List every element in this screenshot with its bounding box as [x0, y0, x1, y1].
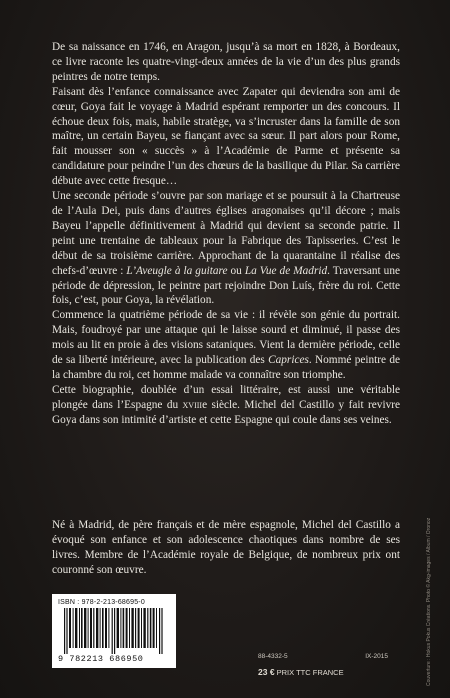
cover-credits: Couverture : Hokus Pokus Créations. Photo © Akg-images / Album / Oronoz: [426, 517, 432, 686]
isbn-number: ISBN : 978-2-213-68695-0: [58, 599, 145, 606]
blurb-paragraph-2: Faisant dès l’enfance connaissance avec Zapater qui deviendra son ami de cœur, Goya fait le voyage à Madrid espérant remporter un des concours. Il échoue deux fois, mais, habile stratège, va s’incruster dans la famille de son maître, un certain Bayeu, se fiançant avec sa sœur. Il part alors pour Rome, fait mousser son « succès » à l’Académie de Parme et présente sa candidature pour peindre l’un des chœurs de la basilique du Pilar. Sa carrière débute avec cette fresque…: [52, 85, 400, 188]
price-label: PRIX TTC FRANCE: [276, 668, 344, 677]
blurb-paragraph-4: [52, 308, 400, 383]
work-title-aveugle: L’Aveugle à la guitare: [126, 264, 228, 277]
author-bio-text: Né à Madrid, de père français et de mère espagnole, Michel del Castillo a évoqué son enfance et son adolescence chaotiques dans nombre de ses livres. Membre de l’Académie royale de Belgique, de nombreux prix ont couronné son œuvre.: [52, 519, 400, 576]
blurb-p4-part-a: Commence la quatrième période de sa vie : il révèle son génie du portrait. Mais, foudroyé par une attaque qui le laisse sourd et diminué, il passe des mois au lit en proie à des visions sataniques. Vient la dernière période, celle de sa liberté intérieure, avec la publication des: [52, 309, 400, 367]
blurb-p3-part-b: . Traversant une période de dépression, le peintre part rejoindre Don Luís, frère du roi. Cette fois, c’est, pour Goya, la révélation.: [52, 264, 400, 307]
product-code: 88-4332-5: [258, 653, 288, 660]
blurb-p3-ou: ou: [227, 264, 245, 277]
century-numeral: xviii: [182, 398, 203, 411]
barcode-digits: 9 782213 686950: [58, 654, 144, 664]
blurb-p5-part-b: e siècle. Michel del Castillo y fait revivre Goya dans son intimité d’artiste et cette Espagne qui coule dans ses veines.: [52, 398, 401, 426]
edition-codes: [258, 653, 418, 660]
blurb-text: [52, 40, 400, 428]
barcode-label: [52, 594, 176, 668]
blurb-p4-part-b: . Nommé peintre de la chambre du roi, cet homme malade va connaître son triomphe.: [52, 354, 401, 381]
blurb-paragraph-5: [52, 383, 400, 428]
blurb-p3-part-a: Une seconde période s’ouvre par son mariage et se poursuit à la Chartreuse de l’Aula Dei, puis dans d’autres églises aragonaises qu’il décore ; mais Bayeu l’appelle définitivement à Madrid qui devient sa seconde patrie. Il peint une trentaine de tableaux pour la Fabrique des Tapisseries. C’est le début de sa troisième carrière. Approchant de la quarantaine il réalise des chefs-d’œuvre :: [52, 190, 400, 277]
blurb-paragraph-3: [52, 189, 400, 308]
print-date: IX-2015: [365, 653, 388, 660]
blurb-p5-part-a: Cette biographie, doublée d’un essai littéraire, est aussi une véritable plongée dans l’Espagne du: [52, 383, 400, 411]
price-amount: 23 €: [258, 667, 275, 677]
blurb-paragraph-1: De sa naissance en 1746, en Aragon, jusqu’à sa mort en 1828, à Bordeaux, ce livre raconte les quatre-vingt-deux années de la vie d’un des plus grands peintres de notre temps.: [52, 41, 400, 83]
work-title-caprices: Caprices: [268, 354, 309, 367]
author-bio: [52, 518, 400, 578]
work-title-vue-de-madrid: La Vue de Madrid: [244, 264, 328, 277]
barcode-image: [58, 608, 170, 654]
price-tag: [258, 667, 344, 677]
